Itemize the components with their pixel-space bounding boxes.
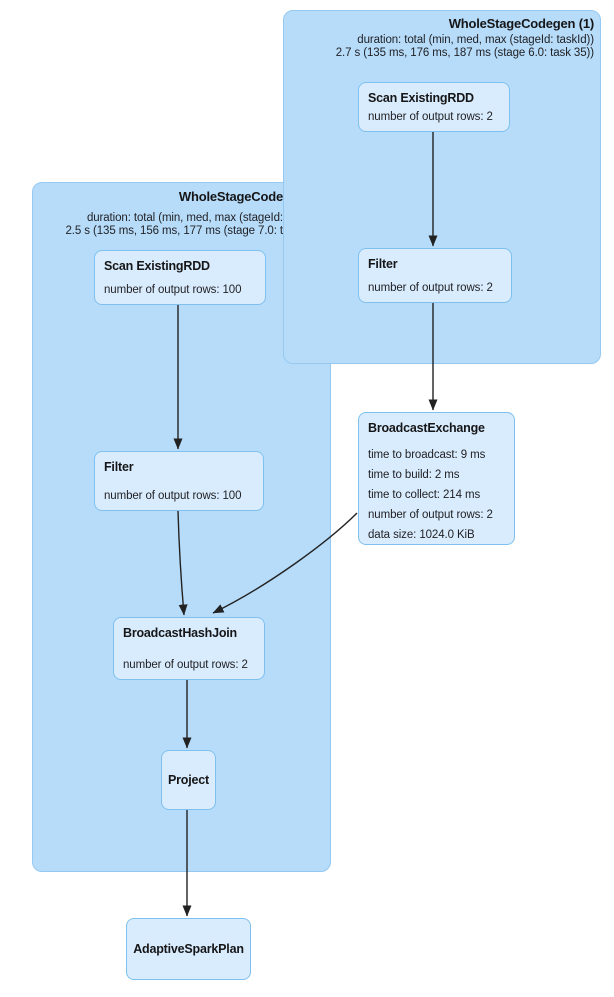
cluster-1-duration-line1: duration: total (min, med, max (stageId: taskId)) bbox=[357, 34, 594, 46]
node-filter-2-rows: number of output rows: 100 bbox=[104, 490, 242, 502]
node-scan-existingrdd-2-rows: number of output rows: 100 bbox=[104, 284, 242, 296]
node-broadcastexchange-metrics bbox=[368, 445, 505, 545]
cluster-wholestagecodegen-1 bbox=[283, 10, 601, 364]
node-adaptivesparkplan-title: AdaptiveSparkPlan bbox=[133, 942, 244, 956]
node-project-title: Project bbox=[168, 773, 209, 787]
node-broadcasthashjoin-rows: number of output rows: 2 bbox=[123, 659, 248, 671]
cluster-2-duration-line2: 2.5 s (135 ms, 156 ms, 177 ms (stage 7.0: t bbox=[65, 225, 283, 237]
node-project[interactable] bbox=[161, 750, 216, 810]
node-scan-existingrdd-2-title: Scan ExistingRDD bbox=[104, 259, 210, 273]
metric-output-rows: number of output rows: 2 bbox=[368, 509, 493, 521]
node-scan-existingrdd-2[interactable] bbox=[94, 250, 266, 305]
cluster-2-title: WholeStageCode bbox=[178, 189, 283, 204]
node-adaptivesparkplan[interactable] bbox=[126, 918, 251, 980]
metric-time-to-broadcast: time to broadcast: 9 ms bbox=[368, 449, 486, 461]
node-broadcastexchange[interactable] bbox=[358, 412, 515, 545]
node-filter-2[interactable] bbox=[94, 451, 264, 511]
node-broadcasthashjoin-title: BroadcastHashJoin bbox=[123, 626, 237, 640]
node-filter-1-rows: number of output rows: 2 bbox=[368, 282, 493, 294]
cluster-1-title: WholeStageCodegen (1) bbox=[448, 16, 594, 31]
metric-data-size: data size: 1024.0 KiB bbox=[368, 529, 475, 541]
node-filter-1[interactable] bbox=[358, 248, 512, 303]
node-filter-2-title: Filter bbox=[104, 460, 134, 474]
cluster-1-duration-line2: 2.7 s (135 ms, 176 ms, 187 ms (stage 6.0: task 35)) bbox=[335, 47, 594, 59]
metric-time-to-build: time to build: 2 ms bbox=[368, 469, 460, 481]
node-broadcasthashjoin[interactable] bbox=[113, 617, 265, 680]
node-filter-1-title: Filter bbox=[368, 257, 398, 271]
node-scan-existingrdd-1-title: Scan ExistingRDD bbox=[368, 91, 474, 105]
cluster-2-duration-line1: duration: total (min, med, max (stageId: bbox=[86, 212, 283, 224]
metric-time-to-collect: time to collect: 214 ms bbox=[368, 489, 481, 501]
node-scan-existingrdd-1[interactable] bbox=[358, 82, 510, 132]
node-scan-existingrdd-1-rows: number of output rows: 2 bbox=[368, 111, 493, 123]
node-broadcastexchange-title: BroadcastExchange bbox=[368, 421, 485, 435]
